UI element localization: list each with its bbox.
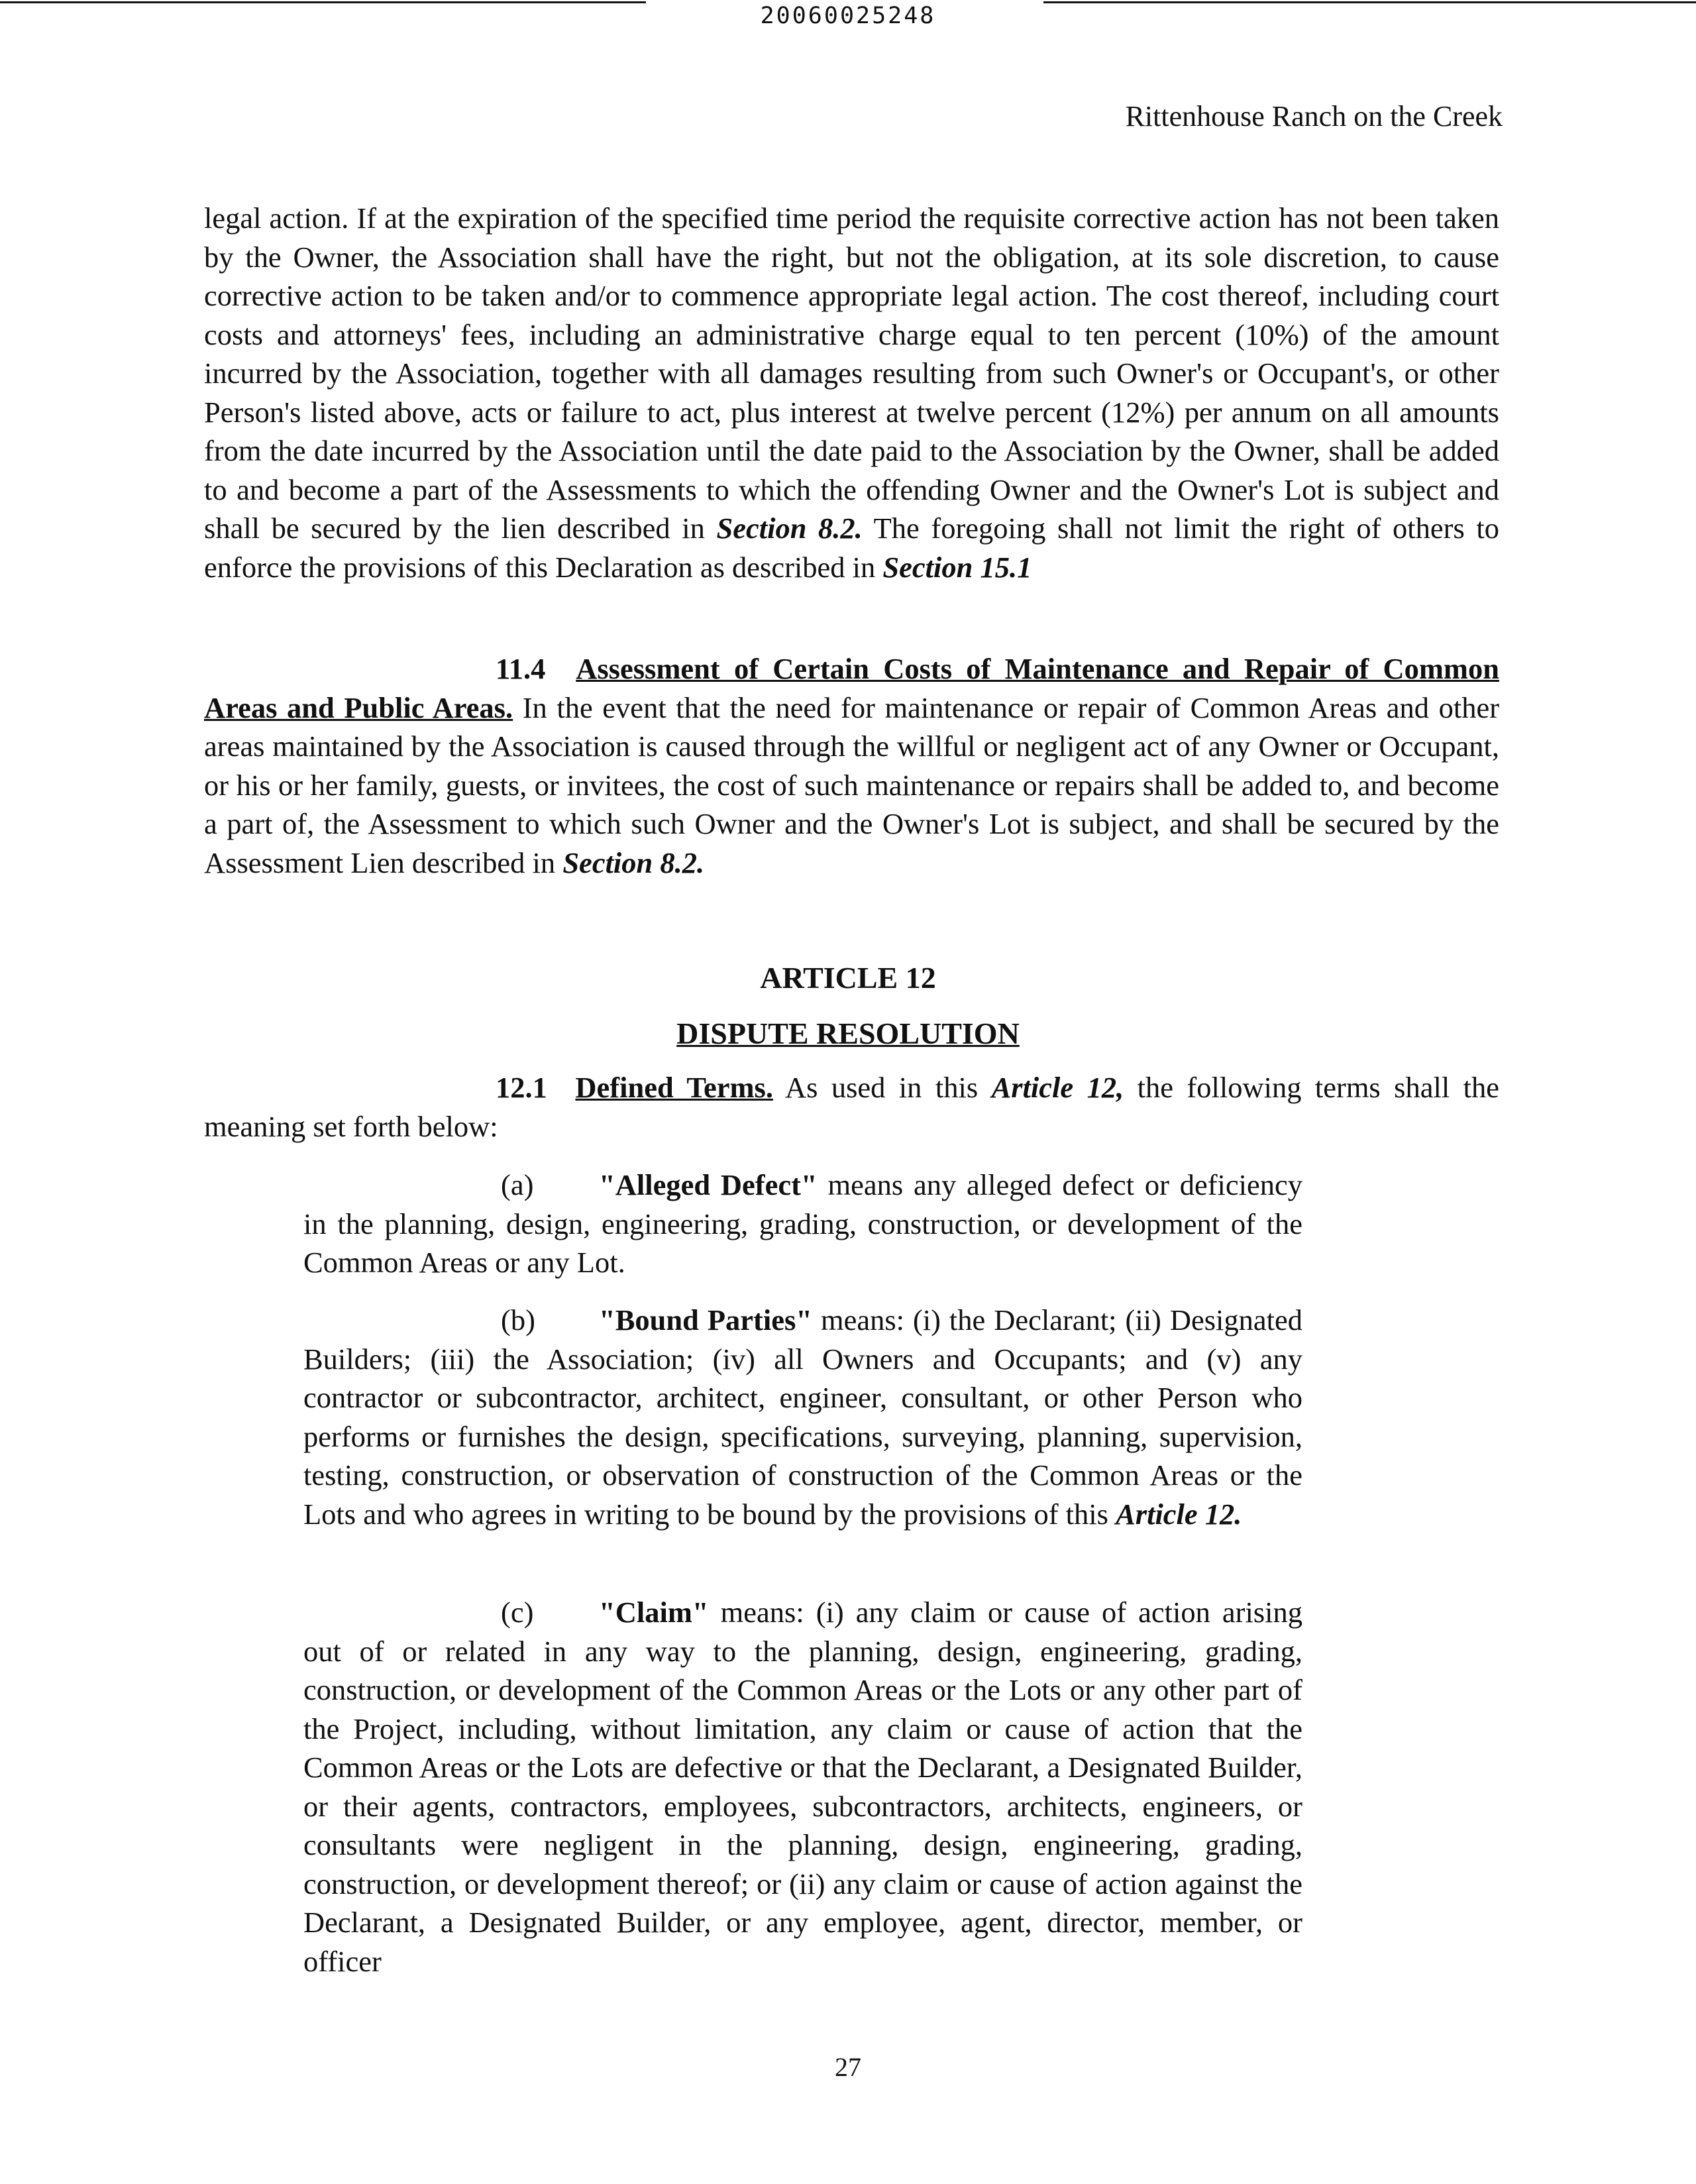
definition-text: means: (i) any claim or cause of action arising out of or related in any way to the planning, design, engineering, grading, construction, or development of the Common Areas or the Lots or any other part of the Project, including, without limitation, any claim or cause of action that the Common Areas or the Lots are defective or that the Declarant, a Designated Builder, or their agents, contractors, employees, subcontractors, architects, engineers, or consultants were negligent in the planning, design, engineering, grading, construction, or development thereof; or (ii) any claim or cause of action against the Declarant, a Designated Builder, or any employee, agent, director, member, or officer: [303, 1596, 1303, 1978]
document-number: 20060025248: [760, 3, 936, 29]
defined-term: "Bound Parties": [599, 1303, 812, 1337]
article-reference: Article 12.: [1116, 1497, 1242, 1531]
section-11-4: [204, 649, 1499, 882]
paragraph-text: The foregoing shall not limit the right of others to enforce the provisions of this Declaration as described in: [204, 512, 1499, 584]
running-header: Rittenhouse Ranch on the Creek: [1125, 100, 1503, 133]
article-title: [0, 1014, 1696, 1054]
section-12-1: [204, 1068, 1499, 1146]
defined-term: "Claim": [599, 1596, 709, 1629]
section-title: Assessment of Certain Costs of Maintenance and Repair of Common Areas and Public Areas.: [204, 652, 1499, 724]
definition-item-a: [303, 1166, 1302, 1282]
page-number: 27: [835, 2052, 861, 2082]
section-text: the following terms shall the meaning set forth below:: [204, 1071, 1499, 1143]
defined-term: "Alleged Defect": [599, 1168, 818, 1201]
definition-item-b: [303, 1301, 1302, 1533]
definition-text: means any alleged defect or deficiency in the planning, design, engineering, grading, construction, or development of the Common Areas or any Lot.: [303, 1168, 1302, 1279]
article-reference: Article 12,: [991, 1071, 1124, 1104]
item-label: (a): [501, 1168, 534, 1201]
section-title: Defined Terms.: [575, 1071, 773, 1104]
section-number: 12.1: [496, 1071, 547, 1104]
paragraph-text: legal action. If at the expiration of the specified time period the requisite corrective action has not been taken by the Owner, the Association shall have the right, but not the obligation, at its sole discretion, to cause corrective action to be taken and/or to commence appropriate legal action. The cost thereof, including court costs and attorneys' fees, including an administrative charge equal to ten percent (10%) of the amount incurred by the Association, together with all damages resulting from such Owner's or Occupant's, or other Person's listed above, acts or failure to act, plus interest at twelve percent (12%) per annum on all amounts from the date incurred by the Association until the date paid to the Association by the Owner, shall be added to and become a part of the Assessments to which the offending Owner and the Owner's Lot is subject and shall be secured by the lien described in: [204, 201, 1499, 545]
section-text: As used in this: [784, 1071, 979, 1104]
definition-item-c: [303, 1593, 1302, 1981]
item-label: (b): [501, 1303, 535, 1337]
article-label: ARTICLE 12: [760, 961, 936, 995]
section-reference: Section 8.2.: [562, 846, 705, 879]
section-number: 11.4: [496, 652, 546, 685]
section-reference: Section 8.2.: [716, 512, 863, 545]
section-reference: Section 15.1: [882, 550, 1032, 584]
definition-text: means: (i) the Declarant; (ii) Designated Builders; (iii) the Association; (iv) all Owners and Occupants; and (v) any contractor or subcontractor, architect, engineer, consultant, or other Person who performs or furnishes the design, specifications, surveying, planning, supervision, testing, construction, or observation of construction of the Common Areas or the Lots and who agrees in writing to be bound by the provisions of this: [303, 1303, 1303, 1531]
continued-paragraph: [204, 199, 1499, 586]
item-label: (c): [501, 1596, 534, 1629]
article-title-text: DISPUTE RESOLUTION: [676, 1016, 1020, 1050]
section-text: In the event that the need for maintenance or repair of Common Areas and other areas maintained by the Association is caused through the willful or negligent act of any Owner or Occupant, or his or her family, guests, or invitees, the cost of such maintenance or repairs shall be added to, and become a part of, the Assessment to which such Owner and the Owner's Lot is subject, and shall be secured by the Assessment Lien described in: [204, 690, 1500, 879]
